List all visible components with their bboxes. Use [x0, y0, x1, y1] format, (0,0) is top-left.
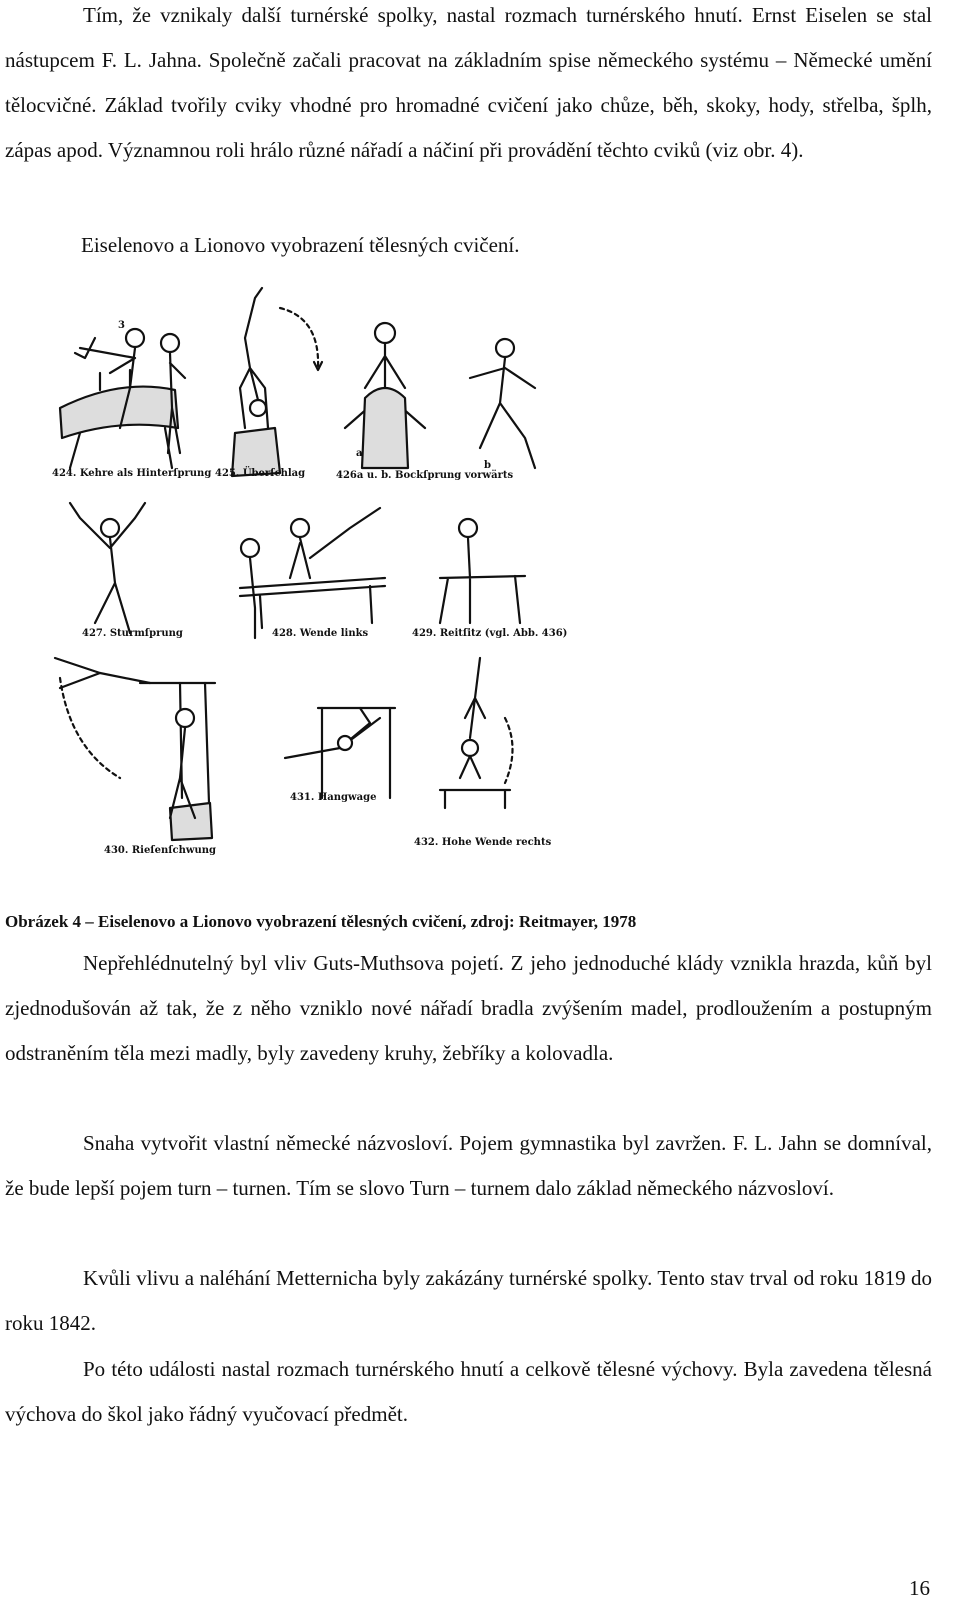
label-a: a: [356, 448, 363, 459]
figure-heading: Eiselenovo a Lionovo vyobrazení tělesných cvičení.: [81, 233, 520, 257]
label-424: 424. Kehre als Hinterſprung: [52, 468, 212, 479]
figure-429-straddle-seat: [440, 519, 525, 623]
label-425: 425. Überſchlag: [215, 468, 306, 479]
top-paragraph: Tím, že vznikaly další turnérské spolky, nastal rozmach turnérského hnutí. Ernst Eiselen se stal nástupcem F. L. Jahna. Společně začali pracovat na základním spise německého systému – Německé umění tělocvičné. Základ tvořily cviky vhodné pro hromadné cvičení jako chůze, běh, skoky, hody, střelba, šplh, zápas apod. Významnou roli hrálo různé nářadí a náčiní při provádění těchto cviků (viz obr. 4).: [5, 3, 932, 162]
figure-432-high-turn: [440, 658, 513, 808]
figure-caption: Obrázek 4 – Eiselenovo a Lionovo vyobrazení tělesných cvičení, zdroj: Reitmayer, 1978: [5, 912, 637, 931]
label-430: 430. Rieſenſchwung: [104, 845, 217, 856]
label-427: 427. Sturmſprung: [82, 628, 183, 639]
figure-428-parallel-bars-turn: [240, 508, 385, 638]
label-b: b: [484, 460, 491, 471]
label-432: 432. Hohe Wende rechts: [414, 837, 552, 848]
paragraph-4: Po této události nastal rozmach turnérského hnutí a celkově tělesné výchovy. Byla zavedena tělesná výchova do škol jako řádný vyučovací předmět.: [5, 1357, 932, 1426]
label-426: 426a u. b. Bockſprung vorwärts: [336, 470, 514, 481]
figure-430-giant-swing: [55, 658, 215, 840]
label-431: 431. Hangwage: [290, 792, 377, 803]
paragraph-1: Nepřehlédnutelný byl vliv Guts-Muthsova pojetí. Z jeho jednoduché klády vznikla hrazda, kůň byl zjednodušován až tak, že z něho vzniklo nové nářadí bradla zvýšením madel, prodloužením a postupným odstraněním těla mezi madly, byly zavedeny kruhy, žebříky a kolovadla.: [5, 951, 932, 1065]
label-429: 429. Reitſitz (vgl. Abb. 436): [412, 628, 568, 639]
figure-431-horizontal-hang: [285, 708, 395, 798]
figure-427-storm-jump: [70, 503, 145, 633]
figure-424-pommel-horse: [60, 329, 185, 468]
label-428: 428. Wende links: [272, 628, 369, 639]
label-num3: 3: [118, 320, 125, 331]
figure-425-vault: [232, 288, 322, 476]
figure-426a-buck-jump: [345, 323, 425, 468]
paragraph-2: Snaha vytvořit vlastní německé názvosloví. Pojem gymnastika byl zavržen. F. L. Jahn se domníval, že bude lepší pojem turn – turnen. Tím se slovo Turn – turnem dalo základ německého názvosloví.: [5, 1131, 932, 1200]
paragraph-3: Kvůli vlivu a naléhání Metternicha byly zakázány turnérské spolky. Tento stav trval od roku 1819 do roku 1842.: [5, 1266, 932, 1335]
exercise-illustration: [0, 278, 960, 878]
page-number: 16: [909, 1576, 930, 1600]
figure-426b-buck-jump: [470, 339, 535, 468]
